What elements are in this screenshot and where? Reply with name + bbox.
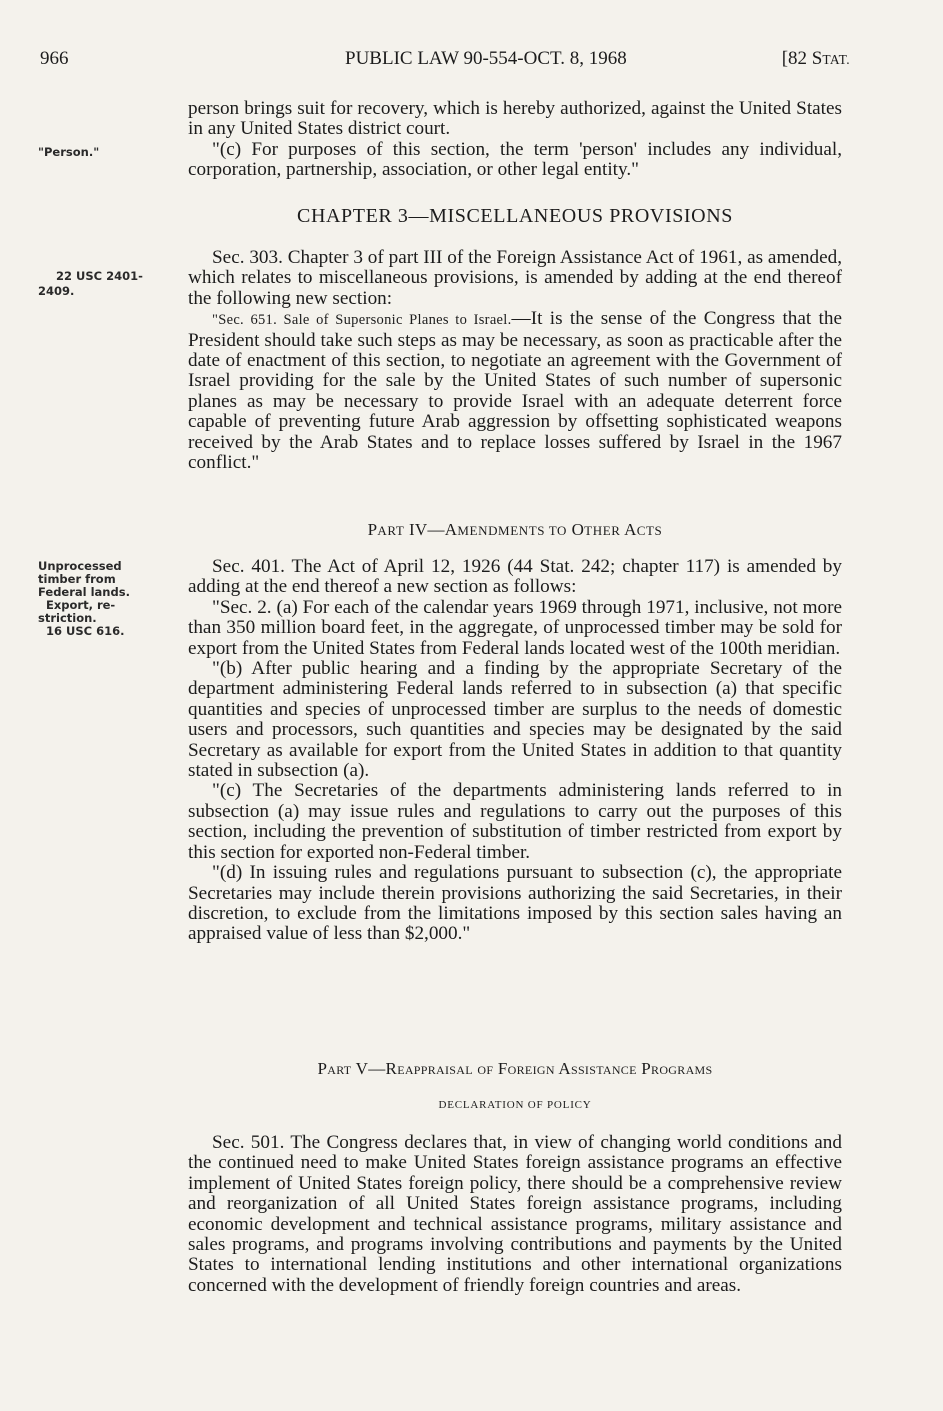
chapter-heading: CHAPTER 3—MISCELLANEOUS PROVISIONS	[297, 205, 733, 227]
part-v-heading: Part V—Reappraisal of Foreign Assistance Programs	[317, 1059, 713, 1078]
margin-note-usc-2: 2409.	[38, 284, 75, 298]
margin-note-person: "Person."	[38, 145, 100, 159]
text-block-part5	[188, 1133, 842, 1296]
margin-note-usc-1: 22 USC 2401-	[56, 269, 143, 283]
margin-note-line: 16 USC 616.	[46, 624, 125, 638]
margin-note-line: Federal lands.	[38, 585, 130, 599]
page-number: 966	[40, 48, 69, 69]
running-title: PUBLIC LAW 90-554-OCT. 8, 1968	[345, 48, 627, 69]
declaration-heading: DECLARATION OF POLICY	[438, 1099, 592, 1111]
paragraph-sec-501: Sec. 501. The Congress declares that, in view of changing world conditions and the continued need to make United States foreign assistance programs an effective implement of United States foreign policy, there should be a comprehensive review and reorganization of all United States foreign assistance programs, including economic development and technical assistance programs, military assistance and sales programs, and programs involving contributions and payments by the United States to international lending institutions and other international organizations concerned with the development of friendly foreign countries and areas.	[188, 1132, 842, 1296]
section-text: —It is the sense of the Congress that the President should take such steps as may be necessary, as soon as practicable after the date of enactment of this section, to negotiate an agreement with the Government of Israel providing for the sale by the United States of such number of supersonic planes as may be necessary to provide Israel with an adequate deterrent force capable of preventing future Arab aggression by offsetting sophisticated weapons received by the Arab States and to replace losses suffered by Israel in the 1967 conflict."	[188, 308, 842, 474]
paragraph-sec-2d: "(d) In issuing rules and regulations pursuant to subsection (c), the appropriate Secretaries may include therein provisions authorizing the said Secretaries, in their discretion, to exclude from the limitations imposed by this section sales having an appraised value of less than $2,000."	[188, 862, 842, 945]
section-caption: "Sec. 651. Sale of Supersonic Planes to Israel.	[212, 312, 512, 329]
paragraph-sec-2a: "Sec. 2. (a) For each of the calendar years 1969 through 1971, inclusive, not more than 350 million board feet, in the aggregate, of unprocessed timber may be sold for export from the United States from Federal lands located west of the 100th meridian.	[188, 596, 842, 659]
part-iv-heading: PART IV—AMENDMENTS TO OTHER ACTS	[367, 520, 663, 539]
paragraph-sec-651	[188, 309, 842, 473]
margin-note-line: striction.	[38, 611, 97, 625]
paragraph-sec-303: Sec. 303. Chapter 3 of part III of the Foreign Assistance Act of 1961, as amended, which relates to miscellaneous provisions, is amended by adding at the end thereof the following new section:	[188, 247, 842, 309]
text-block-chapter3	[188, 248, 842, 473]
paragraph-sec-2c: "(c) The Secretaries of the departments administering lands referred to in subsection (a) may issue rules and regulations to carry out the purposes of this section, including the prevention of substitution of timber restricted from export by this section for exported non-Federal timber.	[188, 780, 842, 863]
statute-reference: [82 STAT.	[781, 48, 850, 69]
paragraph: "(c) For purposes of this section, the term 'person' includes any individual, corporation, partnership, association, or other legal entity."	[188, 138, 842, 181]
paragraph-sec-2b: "(b) After public hearing and a finding by the appropriate Secretary of the department administering Federal lands referred to in subsection (a) that specific quantities and species of unprocessed timber are surplus to the needs of domestic users and processors, such quantities and species may be designated by the said Secretary as available for export from the United States in addition to that quantity stated in subsection (a).	[188, 658, 842, 782]
margin-note-line: Export, re-	[46, 598, 116, 612]
paragraph-sec-401: Sec. 401. The Act of April 12, 1926 (44 Stat. 242; chapter 117) is amended by adding at the end thereof a new section as follows:	[188, 556, 842, 598]
margin-note-timber	[38, 560, 130, 638]
margin-note-line: timber from	[38, 572, 116, 586]
text-block-part4	[188, 557, 842, 945]
text-block-1	[188, 99, 842, 181]
margin-note-line: Unprocessed	[38, 559, 122, 573]
paragraph: person brings suit for recovery, which is hereby authorized, against the United States in any United States district court.	[188, 98, 842, 140]
page-header	[40, 48, 850, 78]
